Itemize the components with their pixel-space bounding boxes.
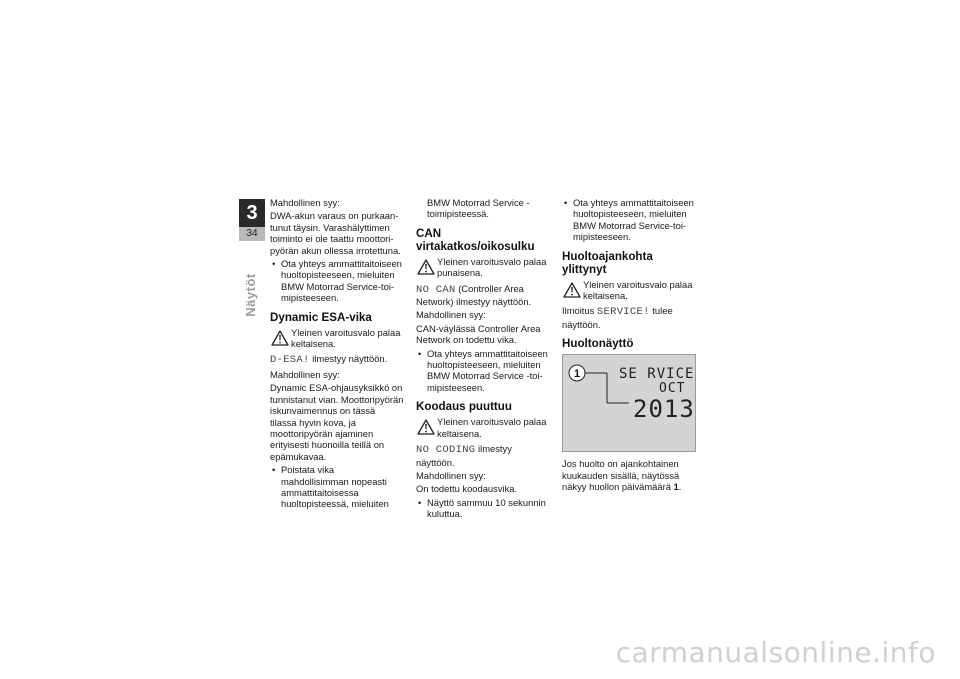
paragraph bbox=[562, 458, 696, 492]
paragraph: Mahdollinen syy: bbox=[270, 368, 340, 380]
text: Jos huolto on ajankohtainen kuukauden sisällä, näytössä näkyy huollon päivämäärä bbox=[562, 458, 680, 493]
text: Ilmoitus bbox=[562, 305, 597, 317]
warning-triangle-icon bbox=[271, 330, 289, 346]
display-code: D-ESA! bbox=[270, 354, 310, 367]
warning-note bbox=[562, 279, 696, 302]
warning-note bbox=[270, 327, 404, 350]
paragraph: Mahdollinen syy: bbox=[270, 197, 340, 208]
warning-triangle-icon bbox=[417, 259, 435, 275]
reference-number: 1 bbox=[673, 481, 679, 493]
warning-text: Yleinen varoitusvalo palaa keltaisena. bbox=[583, 278, 693, 302]
service-display-illustration bbox=[562, 354, 696, 452]
text: . bbox=[678, 481, 682, 493]
paragraph bbox=[562, 305, 696, 330]
section-heading-service-display: Huoltonäyttö bbox=[562, 337, 634, 351]
warning-text: Yleinen varoitusvalo palaa punaisena. bbox=[437, 255, 547, 279]
display-code: NO CODING bbox=[416, 444, 476, 457]
list-item: • Poistata vika mahdollisimman nopeasti ammattitaitoisessa huoltopisteessä, mieluiten bbox=[270, 464, 404, 510]
warning-triangle-icon bbox=[417, 419, 435, 435]
paragraph: CAN-väylässä Controller Area Network on todettu vika. bbox=[416, 322, 541, 346]
chapter-number: 3 bbox=[239, 199, 265, 227]
page-number: 34 bbox=[239, 227, 265, 241]
lcd-display bbox=[563, 355, 695, 451]
column-2 bbox=[416, 197, 550, 522]
paragraph bbox=[270, 353, 404, 366]
paragraph bbox=[416, 283, 550, 308]
lcd-line-year: 2013 bbox=[633, 395, 695, 424]
watermark: carmanualsonline.info bbox=[615, 636, 936, 669]
paragraph: BMW Motorrad Service -toimipisteessä. bbox=[427, 197, 530, 220]
warning-text: Yleinen varoitusvalo palaa keltaisena. bbox=[291, 326, 401, 350]
callout-number: 1 bbox=[573, 368, 581, 381]
paragraph: DWA-akun varaus on purkaantunut täysin. Varashälyttimen toiminto ei ole taattu moottoripyörän akun ollessa irrotettuna. bbox=[270, 210, 401, 256]
lcd-line-month: OCT bbox=[659, 381, 686, 397]
paragraph bbox=[416, 443, 550, 468]
lcd-line-service: SE RVICE bbox=[619, 366, 695, 383]
section-heading-esa: Dynamic ESA-vika bbox=[270, 310, 372, 324]
text: (Controller Area Network) ilmestyy näyttöön. bbox=[416, 282, 532, 308]
list-item: • Ota yhteys ammattitaitoiseen huoltopisteeseen, mieluiten BMW Motorrad Service-toimipisteeseen. bbox=[270, 258, 404, 304]
list-item: • Ota yhteys ammattitaitoiseen huoltopisteeseen, mieluiten BMW Motorrad Service -toimipisteeseen. bbox=[416, 348, 550, 394]
paragraph: Mahdollinen syy: bbox=[416, 469, 486, 481]
paragraph: On todettu koodausvika. bbox=[416, 483, 518, 495]
list-item: • Ota yhteys ammattitaitoiseen huoltopisteeseen, mieluiten BMW Motorrad Service-toimipisteeseen. bbox=[562, 197, 696, 243]
warning-text: Yleinen varoitusvalo palaa keltaisena. bbox=[437, 416, 547, 439]
paragraph: Dynamic ESA-ohjausyksikkö on tunnistanut vian. Moottoripyörän iskunvaimennus on tässä tilassa hyvin kova, ja moottoripyörän ajaminen erityisesti huonoilla teillä on epämukavaa. bbox=[270, 382, 404, 462]
text: ilmestyy näyttöön. bbox=[416, 443, 512, 468]
display-code: SERVICE! bbox=[596, 306, 650, 319]
section-heading-coding: Koodaus puuttuu bbox=[416, 400, 512, 414]
section-heading-can: CAN virtakatkos/oikosulku bbox=[416, 226, 535, 253]
warning-note bbox=[416, 416, 550, 439]
list-item: • Näyttö sammuu 10 sekunnin kuluttua. bbox=[416, 497, 550, 520]
text: ilmestyy näyttöön. bbox=[309, 353, 388, 365]
chapter-tab bbox=[239, 199, 265, 241]
section-heading-service-overdue: Huoltoajankohta ylittynyt bbox=[562, 249, 653, 276]
display-code: NO CAN bbox=[416, 283, 456, 296]
text: tulee näyttöön. bbox=[562, 305, 673, 330]
column-1 bbox=[270, 197, 404, 512]
paragraph: Mahdollinen syy: bbox=[416, 309, 486, 321]
warning-note bbox=[416, 256, 550, 279]
chapter-title: Näytöt bbox=[243, 273, 258, 317]
column-3 bbox=[562, 197, 696, 494]
warning-triangle-icon bbox=[563, 282, 581, 298]
